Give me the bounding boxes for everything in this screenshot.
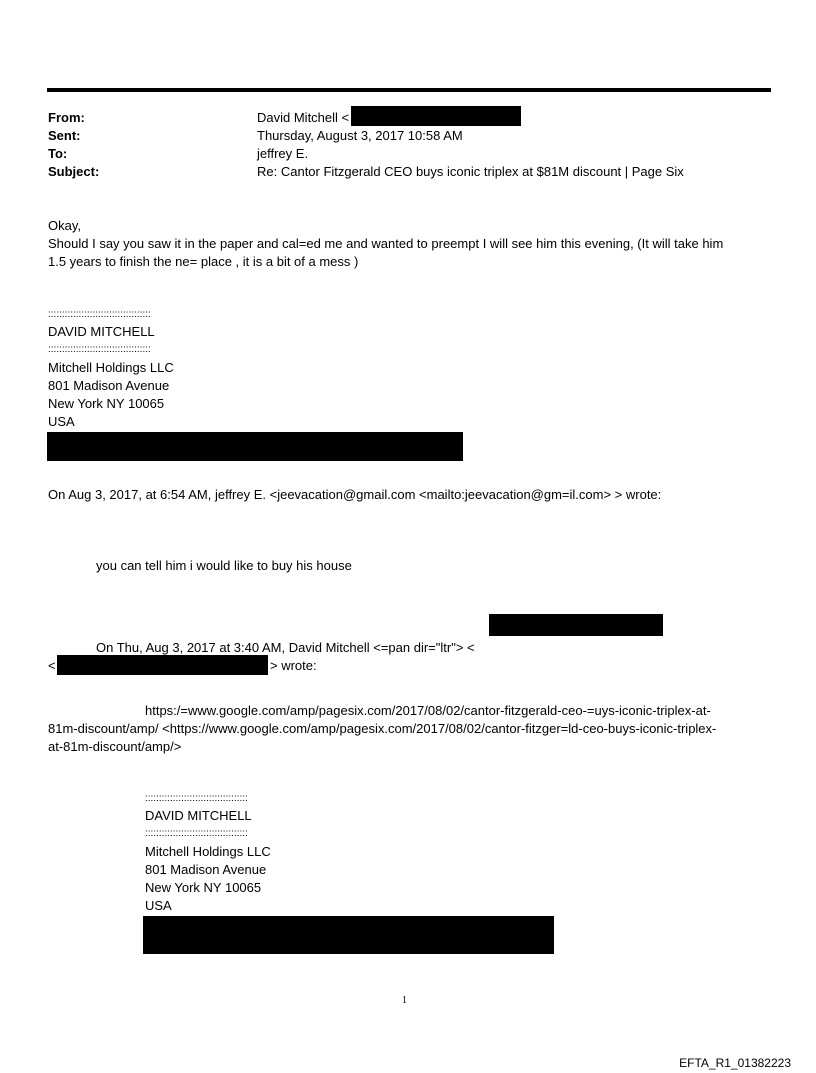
- sent-value: Thursday, August 3, 2017 10:58 AM: [257, 128, 463, 143]
- greeting: Okay,: [48, 218, 81, 233]
- link-line-1: https:/=www.google.com/amp/pagesix.com/2017/08/02/cantor-fitzgerald-ceo-=uys-iconic-triplex-at-: [145, 703, 711, 718]
- signature-address-line-2: New York NY 10065: [48, 396, 165, 411]
- signature-name: DAVID MITCHELL: [48, 324, 155, 339]
- body-line-2: 1.5 years to finish the ne= place , it is a bit of a mess ): [48, 254, 359, 269]
- signature-divider: :::::::::::::::::::::::::::::::::::::: [48, 309, 151, 320]
- redaction-email: [57, 655, 268, 675]
- quote-intro: On Aug 3, 2017, at 6:54 AM, jeffrey E. <jeevacation@gmail.com <mailto:jeevacation@gm=il.com> > wrote:: [48, 487, 662, 502]
- signature-address-line-2: New York NY 10065: [145, 880, 262, 895]
- signature-name: DAVID MITCHELL: [145, 808, 252, 823]
- subject-value: Re: Cantor Fitzgerald CEO buys iconic triplex at $81M discount | Page Six: [257, 164, 684, 179]
- redaction-contact-info: [47, 432, 463, 461]
- signature-address-line-1: 801 Madison Avenue: [145, 862, 267, 877]
- signature-company: Mitchell Holdings LLC: [145, 844, 271, 859]
- signature-address-line-1: 801 Madison Avenue: [48, 378, 170, 393]
- nested-quote-intro: On Thu, Aug 3, 2017 at 3:40 AM, David Mitchell <=pan dir="ltr"> <: [96, 640, 475, 655]
- sent-label: Sent:: [48, 128, 81, 143]
- redaction-from-email: [351, 106, 521, 126]
- page-number: 1: [402, 995, 407, 1006]
- link-line-2: 81m-discount/amp/ <https://www.google.com/amp/pagesix.com/2017/08/02/cantor-fitzger=ld-ceo-buys-iconic-triplex-: [48, 721, 717, 736]
- signature-divider: :::::::::::::::::::::::::::::::::::::: [48, 344, 151, 355]
- signature-divider: :::::::::::::::::::::::::::::::::::::: [145, 793, 248, 804]
- body-line-1: Should I say you saw it in the paper and cal=ed me and wanted to preempt I will see him this evening, (It will take him: [48, 236, 724, 251]
- nested-quote-wrote: > wrote:: [270, 658, 317, 673]
- to-value: jeffrey E.: [257, 146, 309, 161]
- redaction-contact-info: [143, 916, 554, 954]
- signature-company: Mitchell Holdings LLC: [48, 360, 174, 375]
- link-line-3: at-81m-discount/amp/>: [48, 739, 182, 754]
- subject-label: Subject:: [48, 164, 100, 179]
- from-label: From:: [48, 110, 85, 125]
- document-id: EFTA_R1_01382223: [679, 1056, 791, 1070]
- signature-country: USA: [145, 898, 172, 913]
- header-rule: [47, 88, 771, 92]
- signature-country: USA: [48, 414, 75, 429]
- nested-quote-intro-bracket: <: [48, 658, 56, 673]
- signature-divider: :::::::::::::::::::::::::::::::::::::: [145, 828, 248, 839]
- from-value: David Mitchell <: [257, 110, 350, 125]
- quoted-message: you can tell him i would like to buy his house: [96, 558, 352, 573]
- redaction-email: [489, 614, 663, 636]
- to-label: To:: [48, 146, 68, 161]
